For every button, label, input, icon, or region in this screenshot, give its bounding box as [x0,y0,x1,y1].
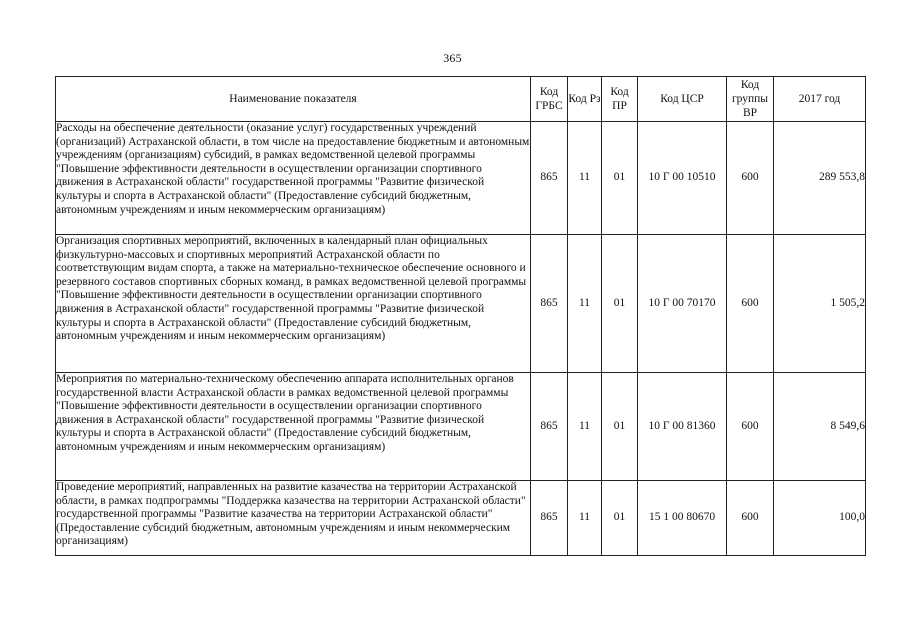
row-indicator-name: Мероприятия по материально-техническому обеспечению аппарата исполнительных органов государственной власти Астраханской области в рамках ведомственной целевой программы "Повышение эффективности деятельности в осуществлении организации спортивного движения в Астраханской области" государственной программы "Развитие физической культуры и спорта в Астраханской области" (Предоставление субсидий бюджетным, автономным учреждениям и иным некоммерческим организациям) [56,373,531,481]
row-vr-group-code: 600 [727,122,774,235]
row-indicator-name: Расходы на обеспечение деятельности (оказание услуг) государственных учреждений (организаций) Астраханской области, в том числе на предоставление бюджетным и автономным учреждениям (организациям) субсидий, в рамках ведомственной целевой программы "Повышение эффективности деятельности в осуществлении организации спортивного движения в Астраханской области" государственной программы "Развитие физической культуры и спорта в Астраханской области" (Предоставление субсидий бюджетным, автономным учреждениям и иным некоммерческим организациям) [56,122,531,235]
row-csr-code: 10 Г 00 70170 [638,235,727,373]
row-grbs-code: 865 [531,373,568,481]
row-rz-code: 11 [568,373,602,481]
table-row [56,122,866,235]
row-pr-code: 01 [602,235,638,373]
header-pr-code: Код ПР [602,77,638,122]
row-pr-code: 01 [602,373,638,481]
page-number: 365 [443,51,462,65]
header-vr-group-code: Код группы ВР [727,77,774,122]
header-indicator-name: Наименование показателя [56,77,531,122]
header-year-2017: 2017 год [774,77,866,122]
row-vr-group-code: 600 [727,235,774,373]
header-csr-code: Код ЦСР [638,77,727,122]
header-rz-code: Код Рз [568,77,602,122]
row-amount-2017: 8 549,6 [774,373,866,481]
row-rz-code: 11 [568,235,602,373]
table-row [56,481,866,556]
row-csr-code: 15 1 00 80670 [638,481,727,556]
row-amount-2017: 289 553,8 [774,122,866,235]
row-rz-code: 11 [568,481,602,556]
row-grbs-code: 865 [531,122,568,235]
budget-table [55,76,866,556]
row-grbs-code: 865 [531,235,568,373]
header-grbs-code: Код ГРБС [531,77,568,122]
row-csr-code: 10 Г 00 81360 [638,373,727,481]
row-amount-2017: 1 505,2 [774,235,866,373]
table-row [56,235,866,373]
row-indicator-name: Организация спортивных мероприятий, включенных в календарный план официальных физкультурно-массовых и спортивных мероприятий Астраханской области по соответствующим видам спорта, а также на материально-техническое обеспечение основного и резервного составов спортивных сборных команд, в рамках ведомственной целевой программы "Повышение эффективности деятельности в осуществлении организации спортивного движения в Астраханской области" государственной программы "Развитие физической культуры и спорта в Астраханской области" (Предоставление субсидий бюджетным, автономным учреждениям и иным некоммерческим организациям) [56,235,531,373]
row-indicator-name: Проведение мероприятий, направленных на развитие казачества на территории Астраханской области, в рамках подпрограммы "Поддержка казачества на территории Астраханской области" государственной программы "Развитие казачества на территории Астраханской области" (Предоставление субсидий бюджетным, автономным учреждениям и иным некоммерческим организациям) [56,481,531,556]
table-row [56,373,866,481]
row-vr-group-code: 600 [727,373,774,481]
row-grbs-code: 865 [531,481,568,556]
row-rz-code: 11 [568,122,602,235]
row-pr-code: 01 [602,122,638,235]
row-csr-code: 10 Г 00 10510 [638,122,727,235]
row-amount-2017: 100,0 [774,481,866,556]
table-header-row [56,77,866,122]
row-vr-group-code: 600 [727,481,774,556]
row-pr-code: 01 [602,481,638,556]
